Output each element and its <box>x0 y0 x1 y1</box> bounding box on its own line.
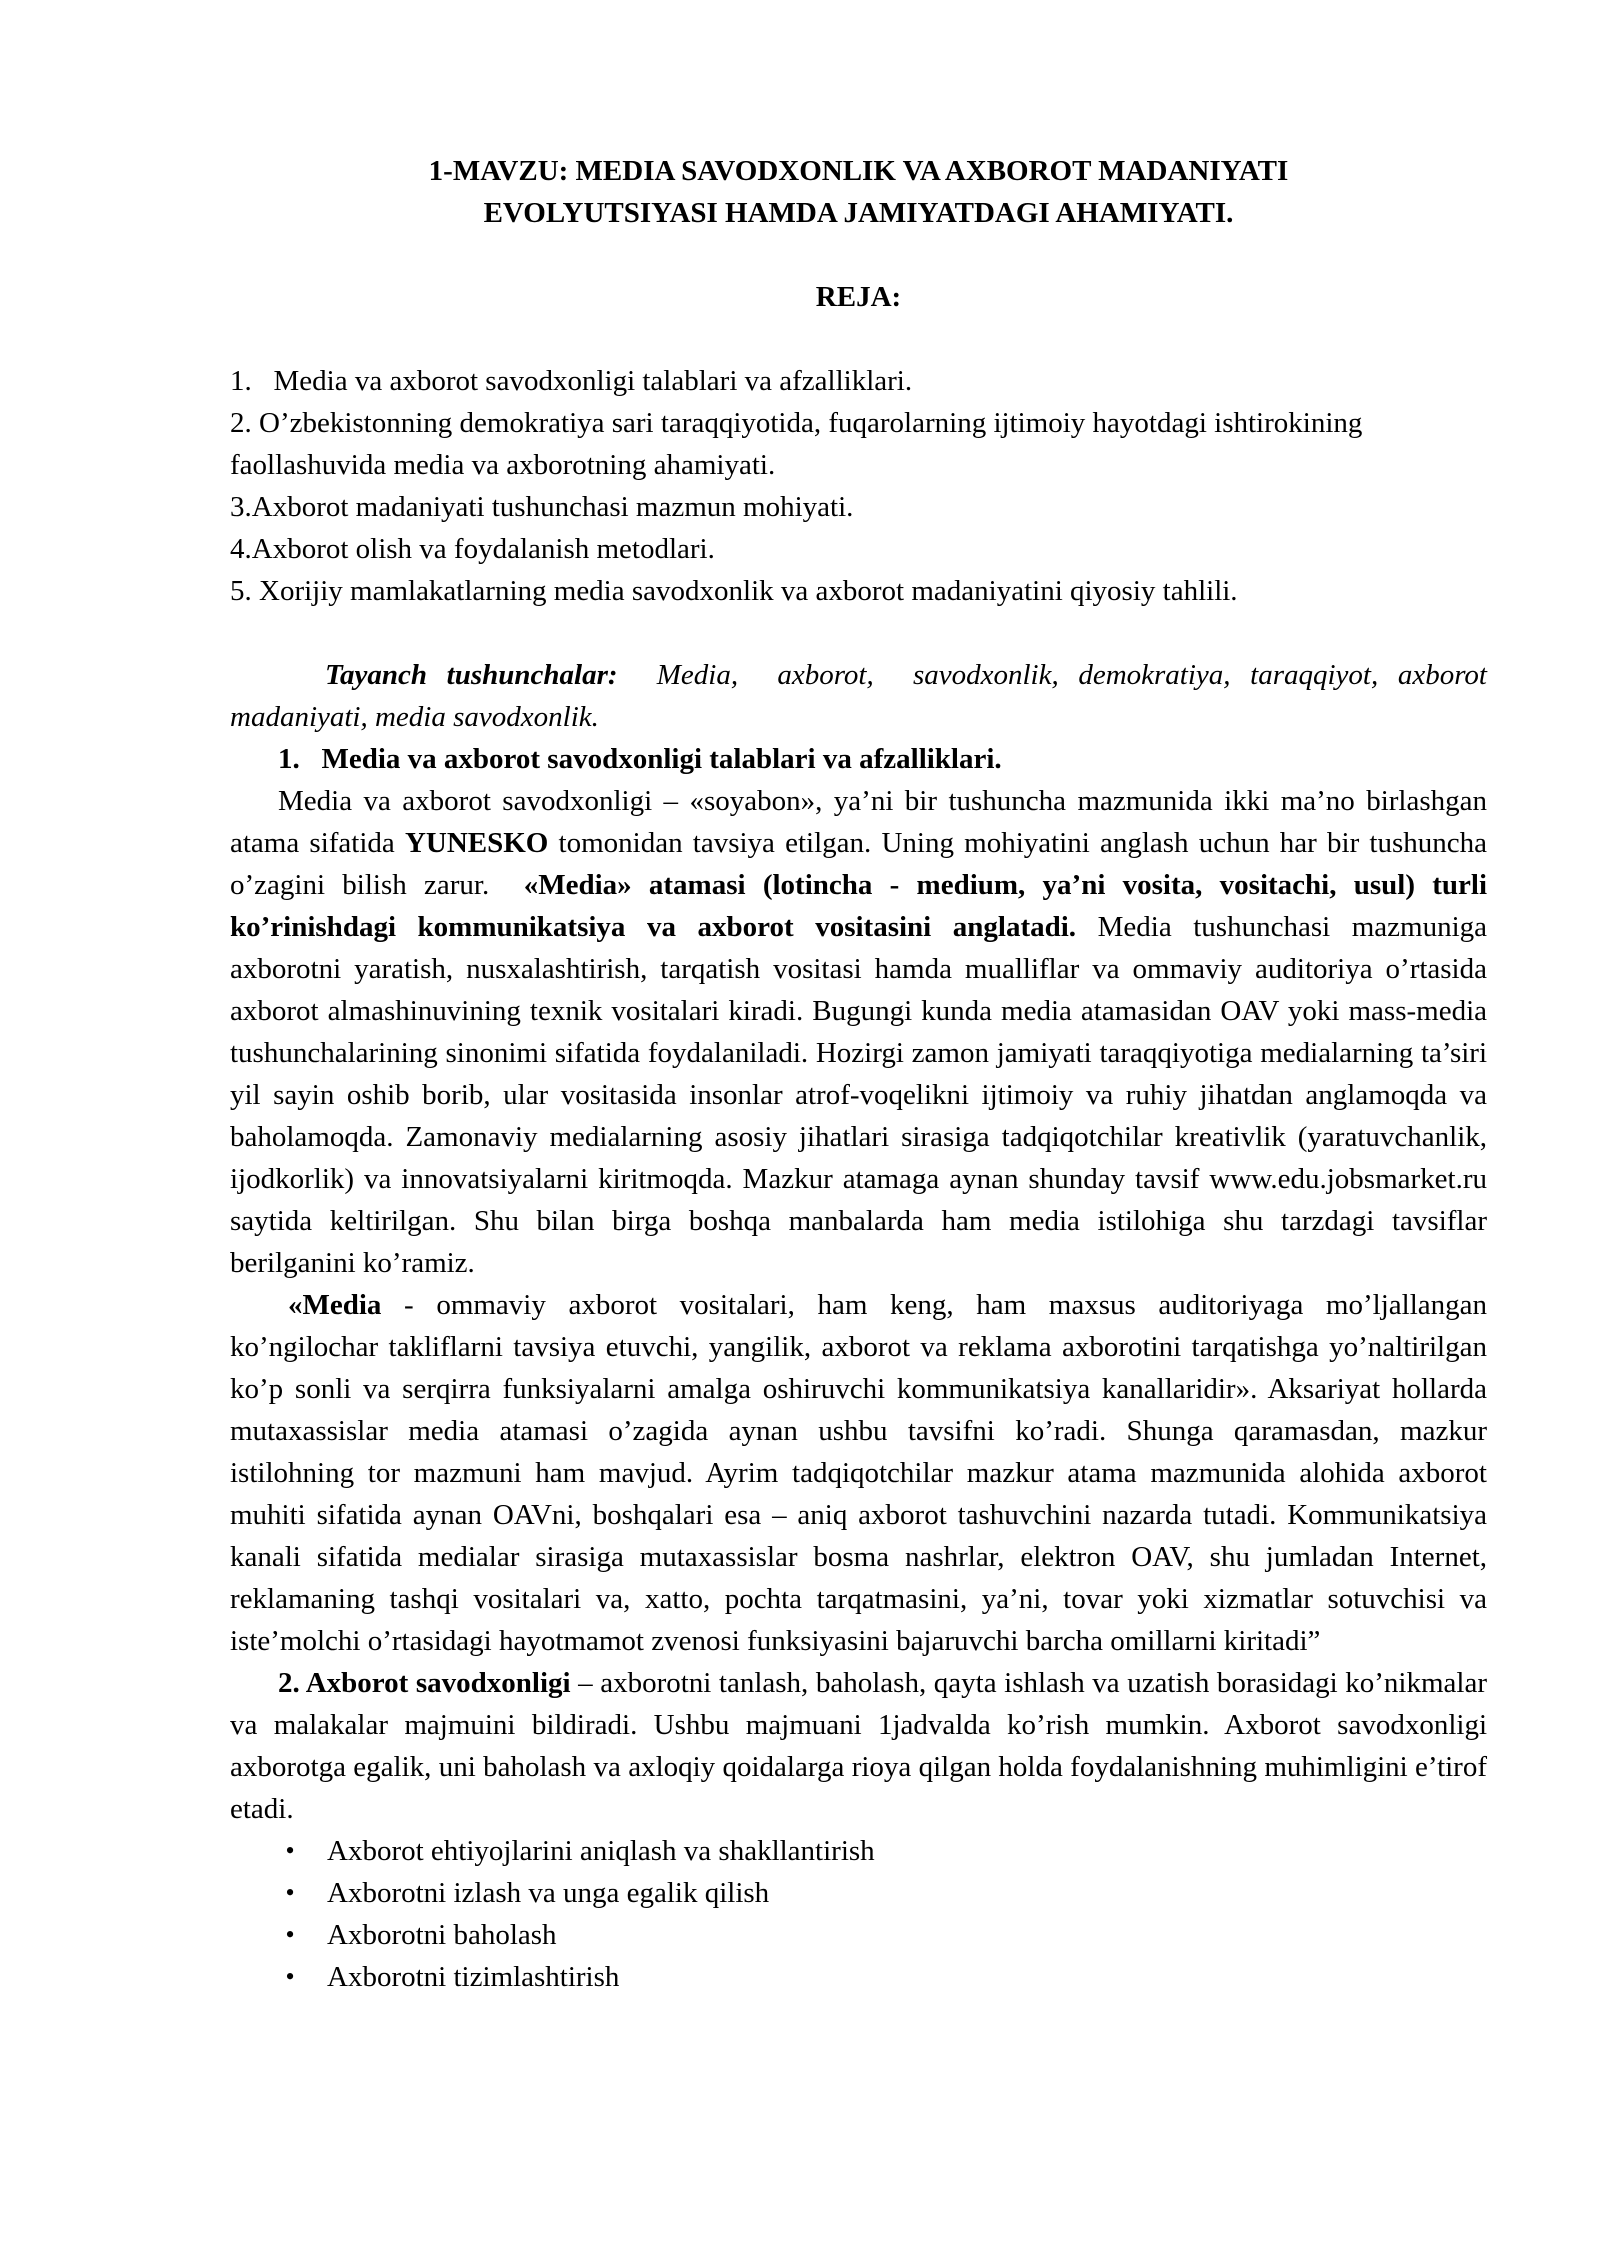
paragraph-2-text: - ommaviy axborot vositalari, ham keng, ham maxsus auditoriyaga mo’ljallangan ko’ngilochar takliflarni tavsiya etuvchi, yangilik, axborot va reklama axborotini tarqatishga yo’naltirilgan ko’p sonli va serqirra funksiyalarni amalga oshiruvchi kommunikatsiya kanallaridir». Aksariyat hollarda mutaxassislar media atamasi o’zagida aynan ushbu tavsifni ko’radi. Shunga qaramasdan, mazkur istilohning tor mazmuni ham mavjud. Ayrim tadqiqotchilar mazkur atama mazmunida alohida axborot muhiti sifatida aynan OAVni, boshqalari esa – aniq axborot tashuvchini nazarda tutadi. Kommunikatsiya kanali sifatida medialar sirasiga mutaxassislar bosma nashrlar, elektron OAV, shu jumladan Internet, reklamaning tashqi vositalari va, xatto, pochta tarqatmasini, ya’ni, tovar yoki xizmatlar sotuvchisi va iste’molchi o’rtasidagi hayotmamot zvenosi funksiyasini bajaruvchi barcha omillarni kiritadi” <box>230 1289 1487 1657</box>
bullet-list <box>230 1830 1487 1998</box>
paragraph-1-text-b: tomonidan tavsiya etilgan. Uning mohiyatini anglash uchun har bir tushuncha o’zagini bilish zarur. <box>230 827 1495 901</box>
list-item <box>275 1914 1487 1956</box>
list-item <box>275 1872 1487 1914</box>
key-terms-text: Media, axborot, savodxonlik, demokratiya, taraqqiyot, axborot madaniyati, media savodxonlik. <box>230 659 1495 733</box>
key-terms <box>230 654 1495 738</box>
title-line-2: EVOLYUTSIYASI HAMDA JAMIYATDAGI AHAMIYATI. <box>483 197 1234 229</box>
key-terms-label: Tayanch tushunchalar: <box>325 659 618 691</box>
bullet-icon: • <box>285 1962 295 1991</box>
paragraph-2-bold: «Media <box>288 1289 382 1321</box>
plan-list <box>230 360 1487 612</box>
paragraph-3-bold: 2. Axborot savodxonligi <box>278 1667 571 1699</box>
list-item-text: Axborotni tizimlashtirish <box>327 1961 620 1993</box>
list-item-text: Axborot ehtiyojlarini aniqlash va shakllantirish <box>327 1835 875 1867</box>
section-1-heading: 1. Media va axborot savodxonligi talablari va afzalliklari. <box>278 743 1002 775</box>
plan-item: 4.Axborot olish va foydalanish metodlari. <box>230 533 715 565</box>
bullet-icon: • <box>285 1836 295 1865</box>
bullet-icon: • <box>285 1920 295 1949</box>
paragraph-3-text: – axborotni tanlash, baholash, qayta ishlash va uzatish borasidagi ko’nikmalar va malakalar majmuini bildiradi. Ushbu majmuani 1jadvalda ko’rish mumkin. Axborot savodxonligi axborotga egalik, uni baholash va axloqiy qoidalarga rioya qilgan holda foydalanishning muhimligini e’tirof etadi. <box>230 1667 1487 1825</box>
list-item <box>275 1830 1487 1872</box>
title-line-1: 1-MAVZU: MEDIA SAVODXONLIK VA AXBOROT MADANIYATI <box>428 155 1289 187</box>
paragraph-2 <box>230 1284 1487 1662</box>
document-title <box>230 150 1487 234</box>
plan-item: 3.Axborot madaniyati tushunchasi mazmun mohiyati. <box>230 491 854 523</box>
paragraph-1-bold-a: YUNESKO <box>404 827 549 859</box>
list-item <box>275 1956 1487 1998</box>
paragraph-1 <box>230 780 1495 1284</box>
paragraph-1-bold-b: «Media» atamasi (lotincha - medium, ya’ni vosita, vositachi, usul) turli ko’rinishdagi kommunikatsiya va axborot vositasini anglatadi. <box>230 869 1488 943</box>
plan-item: 1. Media va axborot savodxonligi talablari va afzalliklari. <box>230 365 913 397</box>
paragraph-1-text-a: Media va axborot savodxonligi – «soyabon», ya’ni bir tushuncha mazmunida ikki ma’no birlashgan atama sifatida <box>230 785 1487 859</box>
list-item-text: Axborotni baholash <box>327 1919 557 1951</box>
plan-item: 2. O’zbekistonning demokratiya sari taraqqiyotida, fuqarolarning ijtimoiy hayotdagi ishtirokining faollashuvida media va axborotning ahamiyati. <box>230 407 1363 481</box>
paragraph-1-text-c: Media tushunchasi mazmuniga axborotni yaratish, nusxalashtirish, tarqatish vositasi hamda mualliflar va ommaviy auditoriya o’rtasida axborot almashinuvining texnik vositalari kiradi. Bugungi kunda media atamasidan OAV yoki mass-media tushunchalarining sinonimi sifatida foydalaniladi. Hozirgi zamon jamiyati taraqqiyotiga medialarning ta’siri yil sayin oshib borib, ular vositasida insonlar atrof-voqelikni ijtimoiy va ruhiy jihatdan anglamoqda va baholamoqda. Zamonaviy medialarning asosiy jihatlari sirasiga tadqiqotchilar kreativlik (yaratuvchanlik, ijodkorlik) va innovatsiyalarni kiritmoqda. Mazkur atamaga aynan shunday tavsif www.edu.jobsmarket.ru saytida keltirilgan. Shu bilan birga boshqa manbalarda ham media istilohiga shu tarzdagi tavsiflar berilganini ko’ramiz. <box>230 911 1487 1279</box>
paragraph-3 <box>230 1662 1487 1830</box>
plan-item: 5. Xorijiy mamlakatlarning media savodxonlik va axborot madaniyatini qiyosiy tahlili. <box>230 575 1238 607</box>
list-item-text: Axborotni izlash va unga egalik qilish <box>327 1877 770 1909</box>
bullet-icon: • <box>285 1878 295 1907</box>
plan-heading: REJA: <box>815 281 902 313</box>
